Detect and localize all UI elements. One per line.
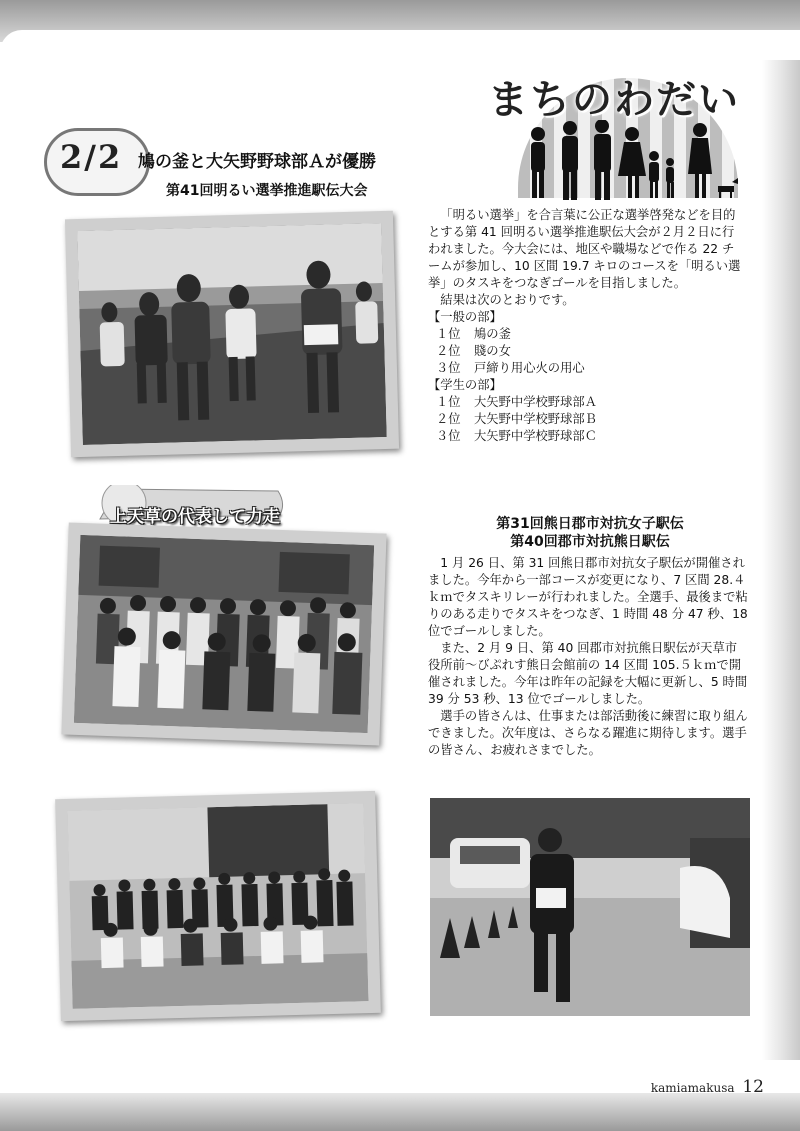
section1-paragraph: 結果は次のとおりです。: [440, 293, 575, 307]
photo-street-runner: [430, 798, 750, 1016]
top-band: [0, 0, 800, 42]
right-band: [762, 60, 800, 1060]
result-row: ３位 大矢野中学校野球部Ｃ: [436, 429, 597, 443]
section1-headline: 鳩の釜と大矢野野球部Ａが優勝: [138, 152, 376, 172]
results-heading-general: 【一般の部】: [428, 310, 502, 324]
photo-womens-team-frame: [61, 523, 386, 746]
results-heading-student: 【学生の部】: [428, 378, 502, 392]
page-footer: [651, 1077, 764, 1097]
page-number: 12: [742, 1077, 764, 1097]
section2-paragraph: また、2 月 9 日、第 40 回郡市対抗熊日駅伝が天草市役所前～びぷれす熊日会館前の 14 区間 105.５ｋｍで開催されました。今年は昨年の記録を大幅に更新し、5 時間 39 分 53 秒、13 位でゴールしました。: [428, 641, 748, 706]
photo-mens-team-frame: [55, 791, 381, 1021]
section2-title-womens: 第31回熊日郡市対抗女子駅伝: [496, 516, 684, 532]
photo-runners: [77, 223, 386, 445]
result-row: ２位 大矢野中学校野球部Ｂ: [436, 412, 597, 426]
section1-paragraph: 「明るい選挙」を合言葉に公正な選挙啓発などを目的とする第 41 回明るい選挙推進駅伝大会が２月２日に行われました。今大会には、地区や職場などで作る 22 チームが参加し、10 区間 19.7 キロのコースを「明るい選挙」のタスキをつなぎゴールを目指しました。: [428, 208, 741, 290]
event-date: 2/2: [60, 138, 123, 176]
result-row: ３位 戸締り用心火の用心: [436, 361, 585, 375]
result-row: ２位 賤の女: [436, 344, 511, 358]
section2-article: [428, 555, 748, 759]
section1-article: [428, 207, 746, 445]
masthead-title: まちのわだい: [488, 76, 740, 123]
family-silhouette-icon: [518, 120, 748, 200]
masthead: [478, 60, 750, 200]
section1-subtitle: 第41回明るい選挙推進駅伝大会: [166, 183, 368, 199]
section2-title-mens: 第40回郡市対抗熊日駅伝: [510, 534, 670, 550]
bottom-band: [0, 1093, 800, 1131]
photo-runners-frame: [65, 211, 399, 458]
section2-paragraph: 選手の皆さんは、仕事または部活動後に練習に取り組んできました。次年度は、さらなる躍進に期待します。選手の皆さん、お疲れさまでした。: [428, 709, 748, 757]
magazine-name: kamiamakusa: [650, 1081, 735, 1095]
result-row: １位 大矢野中学校野球部Ａ: [436, 395, 597, 409]
section2-paragraph: 1 月 26 日、第 31 回熊日郡市対抗女子駅伝が開催されました。今年から一部コースが変更になり、7 区間 28.４ｋｍでタスキリレーが行われました。全選手、最後まで粘りのある走りでタスキをつなぎ、1 時間 48 分 47 秒、18 位でゴールしました。: [428, 556, 748, 638]
section2-banner: 上天草の代表して力走: [110, 507, 280, 527]
result-row: １位 鳩の釜: [436, 327, 511, 341]
photo-mens-team: [67, 803, 368, 1009]
photo-womens-team: [74, 535, 374, 733]
